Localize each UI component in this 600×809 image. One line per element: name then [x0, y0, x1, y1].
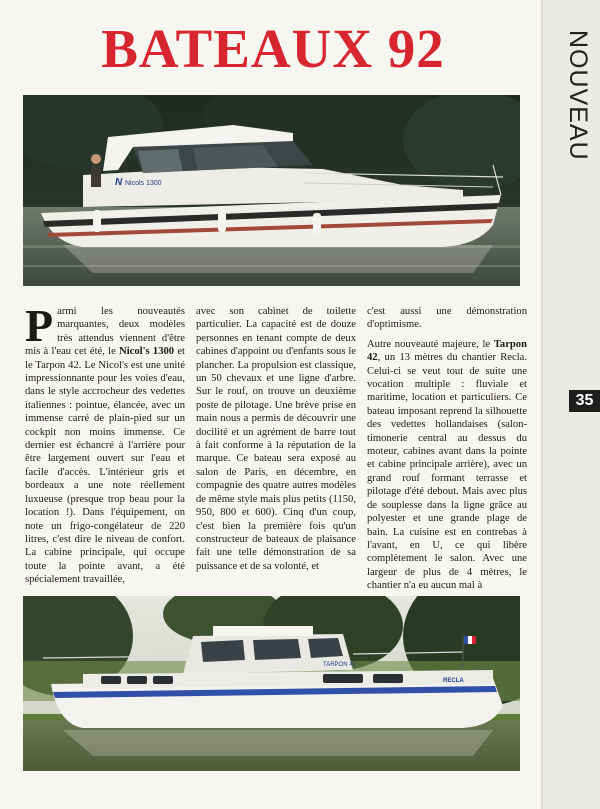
article-column-1	[25, 300, 185, 593]
article-column-2	[196, 305, 356, 579]
page-title: BATEAUX 92	[101, 18, 445, 79]
sidebar-edge	[541, 0, 543, 809]
page-number: 35	[569, 390, 600, 412]
dropcap: P	[25, 300, 54, 351]
body-paragraph: Autre nouveauté majeure, le Tarpon 42, un 13 mètres du chantier Recla. Celui-ci se veut tout de suite une vocation multiple : fluviale et maritime, location et particuliers. Ce bateau imposant reprend la silhouette des vedettes hollandaises (salon-timonerie central au dessus du moteur, cabines avant dans la pointe et cabine principale arrière), avec un grand rouf formant terrasse et pilotage d'été debout. Mais avec plus de souplesse dans la ligne grâce au polyester et une grande plage de bain. La cuisine est en contrebas à l'avant, en U, ce qui libère complètement le salon. Avec une largeur de plus de 4 mètres, le chantier n'a eu aucun mal à	[367, 338, 527, 592]
tarpon-yacht-photo-icon	[23, 596, 520, 771]
hull-name: TARPON 42	[323, 662, 356, 668]
hull-side-name: RECLA	[443, 678, 464, 684]
motor-yacht-photo-icon	[23, 95, 520, 286]
intro-paragraph: Parmi les nouveautés marquantes, deux modèles très attendus viennent d'être mis à l'eau cet été, le Nicol's 1300 et le Tarpon 42. Le Nicol's est une unité impressionnante pour les voies d'eau, dans le style accrocheur des vedettes italiennes : pointue, élancée, avec un immense carré de plain-pied sur un cockpit non moins immense. Ce dernier est échancré à l'arrière pour être largement ouvert sur l'eau et facile d'accès. L'intérieur gris et bordeaux a une note réellement luxueuse (presque trop beau pour la location !). Dans l'équipement, on note un frigo-congélateur de 220 litres, c'est dire le niveau de confort. La cabine principale, qui occupe toute la pointe avant, a été spécialement travaillée,	[25, 300, 185, 586]
hull-name: Nicols 1300	[125, 180, 162, 187]
body-paragraph: avec son cabinet de toilette particulier. La capacité est de douze personnes en tenant compte de deux cabines d'appoint ou d'enfants sous le plancher. La propulsion est classique, un 50 chevaux et une ligne d'arbre. Sur le rouf, on trouve un deuxième poste de pilotage. Une brève prise en main nous a permis de découvrir une docilité et un agrément de barre tout à fait conforme à la réputation de la marque. Ce bateau sera exposé au salon de Paris, en décembre, en compagnie des quatre autres modèles de même style mais plus petits (1150, 950, 800 et 600). Cinq d'un coup, c'est bien la première fois qu'un constructeur de bateaux de plaisance fait une telle démonstration de sa puissance et de sa volonté, et	[196, 306, 356, 572]
body-paragraph: c'est aussi une démonstration d'optimisme.	[367, 306, 527, 331]
bottom-boat-photo	[23, 596, 520, 771]
article-column-3	[367, 305, 527, 599]
top-boat-photo	[23, 95, 520, 286]
section-label: NOUVEAU	[564, 30, 592, 161]
svg-text:N: N	[115, 177, 123, 188]
